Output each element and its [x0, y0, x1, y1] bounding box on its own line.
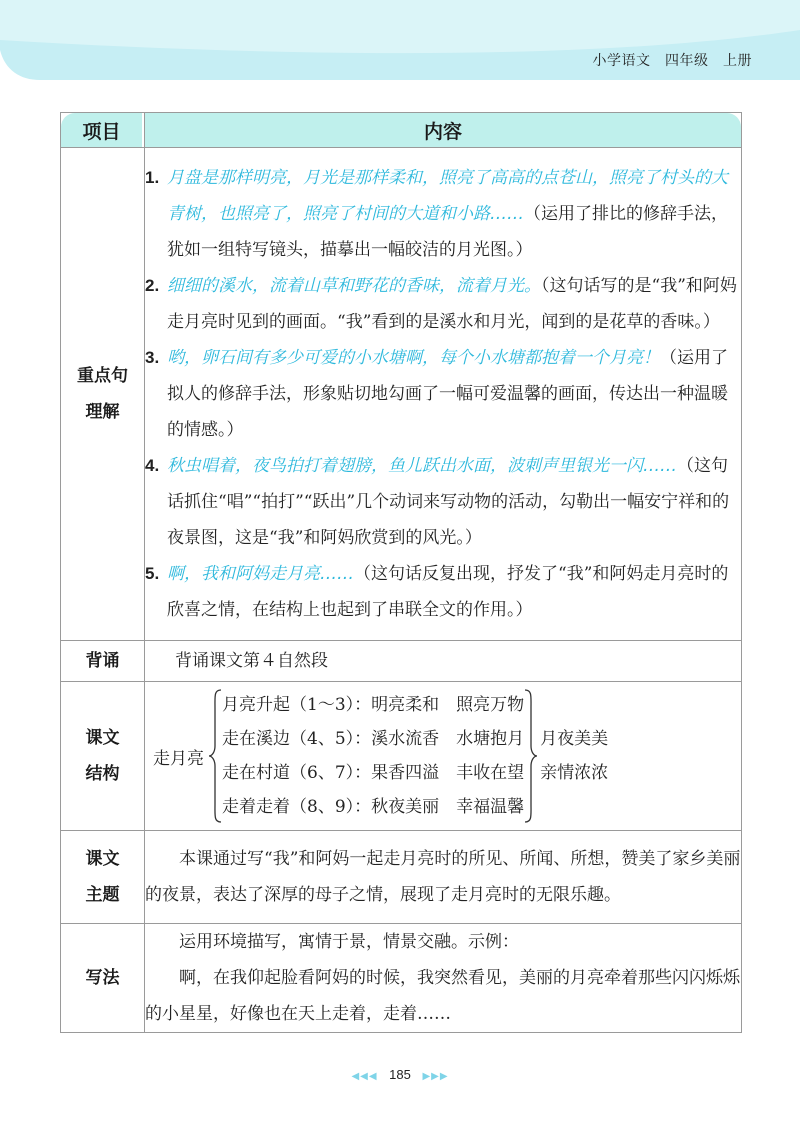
structure-branches: [222, 688, 524, 824]
column-header-item: 项目: [61, 113, 142, 147]
label-recite: 背诵: [61, 641, 145, 682]
sentence-item: 1. 月盘是那样明亮，月光是那样柔和，照亮了高高的点苍山，照亮了村头的大青树，也照亮了，照亮了村间的大道和小路……（运用了排比的修辞手法，犹如一组特写镜头，描摹出一幅皎洁的月光图。）: [145, 168, 728, 260]
structure-content: [145, 682, 742, 831]
label-structure: 课文 结构: [61, 682, 145, 831]
sentence-item: 4. 秋虫唱着，夜鸟拍打着翅膀，鱼儿跃出水面，波刺声里银光一闪……（这句话抓住“唱”“拍打”“跃出”几个动词来写动物的活动，勾勒出一幅安宁祥和的夜景图，这是“我”和阿妈欣赏到的风光。）: [145, 456, 730, 548]
label-theme: 课文 主题: [61, 831, 145, 924]
lesson-summary-table: [60, 112, 742, 1033]
structure-root: 走月亮: [153, 748, 204, 769]
structure-branch: 月亮升起（1～3）：明亮柔和 照亮万物: [222, 695, 525, 715]
table-header-row: [61, 113, 742, 148]
row-structure: [61, 682, 742, 831]
sentence-quote: 细细的溪水，流着山草和野花的香味，流着月光。: [167, 276, 541, 296]
row-writing: [61, 924, 742, 1033]
theme-content: 本课通过写“我”和阿妈一起走月亮时的所见、所闻、所想，赞美了家乡美丽的夜景，表达了深厚的母子之情，展现了走月亮时的无限乐趣。: [145, 831, 742, 924]
sentence-quote: 秋虫唱着，夜鸟拍打着翅膀，鱼儿跃出水面，波刺声里银光一闪……: [167, 456, 677, 476]
row-recite: [61, 641, 742, 682]
structure-results: [540, 722, 608, 790]
page-number: 185: [389, 1067, 411, 1082]
structure-result: 月夜美美: [540, 729, 609, 749]
sentence-quote: 月盘是那样明亮，月光是那样柔和，照亮了高高的点苍山，照亮了村头的大青树，也照亮了，照亮了村间的大道和小路……: [167, 168, 728, 224]
book-series-label: 小学语文 四年级 上册: [592, 53, 752, 69]
structure-branch: 走在村道（6、7）：果香四溢 丰收在望: [222, 763, 525, 783]
row-key-sentences: [61, 148, 742, 641]
sentence-note: （运用了拟人的修辞手法，形象贴切地勾画了一幅可爱温馨的画面，传达出一种温暖的情感。）: [167, 348, 728, 440]
writing-method: 运用环境描写，寓情于景，情景交融。示例：: [179, 932, 519, 952]
writing-example: 啊，在我仰起脸看阿妈的时候，我突然看见，美丽的月亮牵着那些闪闪烁烁的小星星，好像也在天上走着，走着……: [145, 968, 740, 1024]
structure-result: 亲情浓浓: [540, 763, 609, 783]
label-key-sentences: 重点句 理解: [61, 148, 145, 641]
structure-branch: 走着走着（8、9）：秋夜美丽 幸福温馨: [222, 797, 525, 817]
left-arrows-icon: ◀◀◀: [351, 1071, 378, 1082]
page-footer: [0, 1067, 800, 1082]
sentence-note: （运用了排比的修辞手法，犹如一组特写镜头，描摹出一幅皎洁的月光图。）: [167, 204, 728, 260]
key-sentences-content: [145, 148, 742, 641]
structure-branch: 走在溪边（4、5）：溪水流香 水塘抱月: [222, 729, 525, 749]
writing-content: [145, 924, 742, 1033]
right-brace-icon: [524, 688, 538, 824]
row-theme: [61, 831, 742, 924]
sentence-quote: 哟，卵石间有多少可爱的小水塘啊，每个小水塘都抱着一个月亮！: [167, 348, 660, 368]
header-wave-band: [0, 0, 800, 86]
left-brace-icon: [208, 688, 222, 824]
sentence-item: 5. 啊，我和阿妈走月亮……（这句话反复出现，抒发了“我”和阿妈走月亮时的欣喜之情，在结构上也起到了串联全文的作用。）: [145, 564, 729, 620]
sentence-item: 3. 哟，卵石间有多少可爱的小水塘啊，每个小水塘都抱着一个月亮！（运用了拟人的修辞手法，形象贴切地勾画了一幅可爱温馨的画面，传达出一种温暖的情感。）: [145, 348, 728, 440]
sentence-quote: 啊，我和阿妈走月亮……: [167, 564, 354, 584]
sentence-note: （这句话反复出现，抒发了“我”和阿妈走月亮时的欣喜之情，在结构上也起到了串联全文的作用。）: [167, 564, 729, 620]
label-writing: 写法: [61, 924, 145, 1033]
sentence-note: （这句话写的是“我”和阿妈走月亮时见到的画面。“我”看到的是溪水和月光，闻到的是花草的香味。）: [167, 276, 737, 332]
structure-diagram: [145, 682, 741, 830]
sentence-note: （这句话抓住“唱”“拍打”“跃出”几个动词来写动物的活动，勾勒出一幅安宁祥和的夜景图，这是“我”和阿妈欣赏到的风光。）: [167, 456, 730, 548]
column-header-content: 内容: [145, 113, 741, 147]
right-arrows-icon: ▶▶▶: [422, 1071, 449, 1082]
sentence-item: 2. 细细的溪水，流着山草和野花的香味，流着月光。（这句话写的是“我”和阿妈走月亮时见到的画面。“我”看到的是溪水和月光，闻到的是花草的香味。）: [145, 276, 737, 332]
recite-content: 背诵课文第４自然段: [145, 641, 742, 682]
